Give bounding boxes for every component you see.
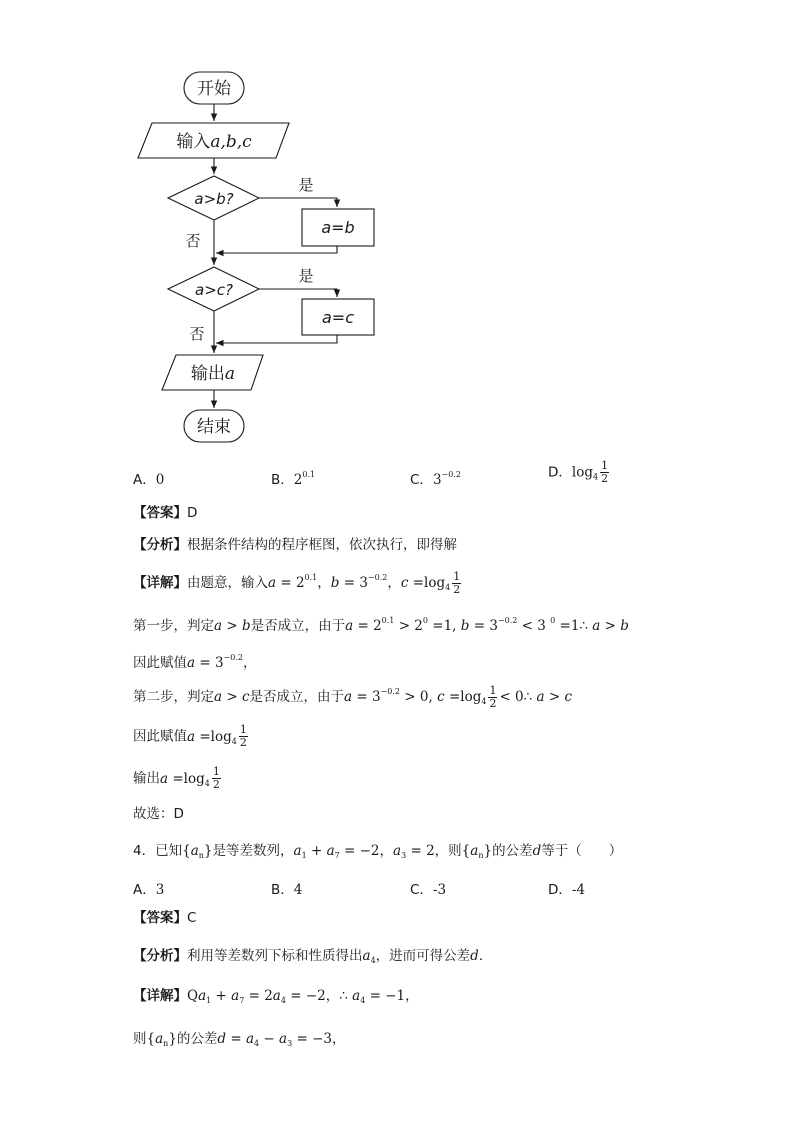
- q3-answer: 【答案】D: [133, 505, 198, 521]
- input-word: 输入: [176, 132, 211, 152]
- q3-assign2: 因此赋值$a =\log_4$ $\frac{1}{2}$: [133, 723, 247, 749]
- q4-option-a[interactable]: A．3: [133, 882, 165, 898]
- decision-2-no: 否: [189, 325, 205, 343]
- svg-text:输出a: [191, 364, 235, 384]
- q3-option-d[interactable]: D．$\log_4$ $\frac{1}{2}$: [548, 459, 609, 485]
- assign-1-label: a=b: [321, 218, 355, 237]
- output-var: a: [224, 364, 236, 384]
- q4-option-c[interactable]: C．-3: [410, 882, 447, 898]
- flowchart: [0, 0, 794, 460]
- q3-choose: 故选：D: [133, 806, 184, 822]
- q4-option-b[interactable]: B．4: [271, 882, 303, 898]
- output-word: 输出: [190, 364, 225, 384]
- q4-detail-2: 则$\{a_n\}$的公差$d = a_4 - a_3 = -3$，: [133, 1031, 346, 1048]
- q3-option-a[interactable]: A．0: [133, 472, 165, 488]
- q4-stem: 4．已知$\{a_n\}$是等差数列，$a_1 + a_7 = -2$，$a_3 = 2$，则$\{a_n\}$的公差d等于（ ）: [133, 843, 623, 860]
- q3-analysis: 【分析】根据条件结构的程序框图，依次执行，即得解: [133, 537, 457, 553]
- q3-option-c[interactable]: C．$3^{-0.2}$: [410, 470, 461, 488]
- q3-option-b[interactable]: B．$2^{0.1}$: [271, 470, 316, 488]
- end-label: 结束: [197, 417, 231, 437]
- q4-answer: 【答案】C: [133, 910, 197, 926]
- decision-1-yes: 是: [298, 176, 314, 194]
- assign-2-label: a=c: [321, 308, 355, 327]
- decision-2-label: a>c?: [195, 281, 233, 299]
- start-label: 开始: [197, 79, 231, 99]
- q4-option-d[interactable]: D．-4: [548, 882, 586, 898]
- decision-2-yes: 是: [298, 267, 314, 285]
- decision-1-no: 否: [185, 232, 201, 250]
- q4-analysis: 【分析】利用等差数列下标和性质得出$a_4$，进而可得公差d．: [133, 948, 493, 965]
- q3-output: 输出$a =\log_4$ $\frac{1}{2}$: [133, 765, 220, 791]
- q3-assign1: 因此赋值$a = 3^{-0.2}$，: [133, 653, 257, 671]
- q3-step1: 第一步，判定a > b是否成立，由于$a = 2^{0.1} > 2^0 =1$, $b = 3^{-0.2} < 3$ $^0$ =1∴ a > b: [133, 616, 629, 634]
- svg-text:输入a,b,c: [176, 132, 252, 152]
- decision-1-label: a>b?: [194, 190, 234, 208]
- input-vars: a,b,c: [210, 132, 252, 152]
- q3-detail: 【详解】由题意，输入$a = 2^{0.1}$，$b = 3^{-0.2}$，$c =\log_4$ $\frac{1}{2}$: [133, 569, 461, 596]
- q3-step2: 第二步，判定a > c是否成立，由于$a = 3^{-0.2} > 0$, $c =\log_4$ $\frac{1}{2}$ < 0∴ a > c: [133, 683, 573, 710]
- q4-detail: 【详解】$Qa_1 + a_7 = 2a_4 = -2$，∴ $a_4 = -1$，: [133, 988, 419, 1005]
